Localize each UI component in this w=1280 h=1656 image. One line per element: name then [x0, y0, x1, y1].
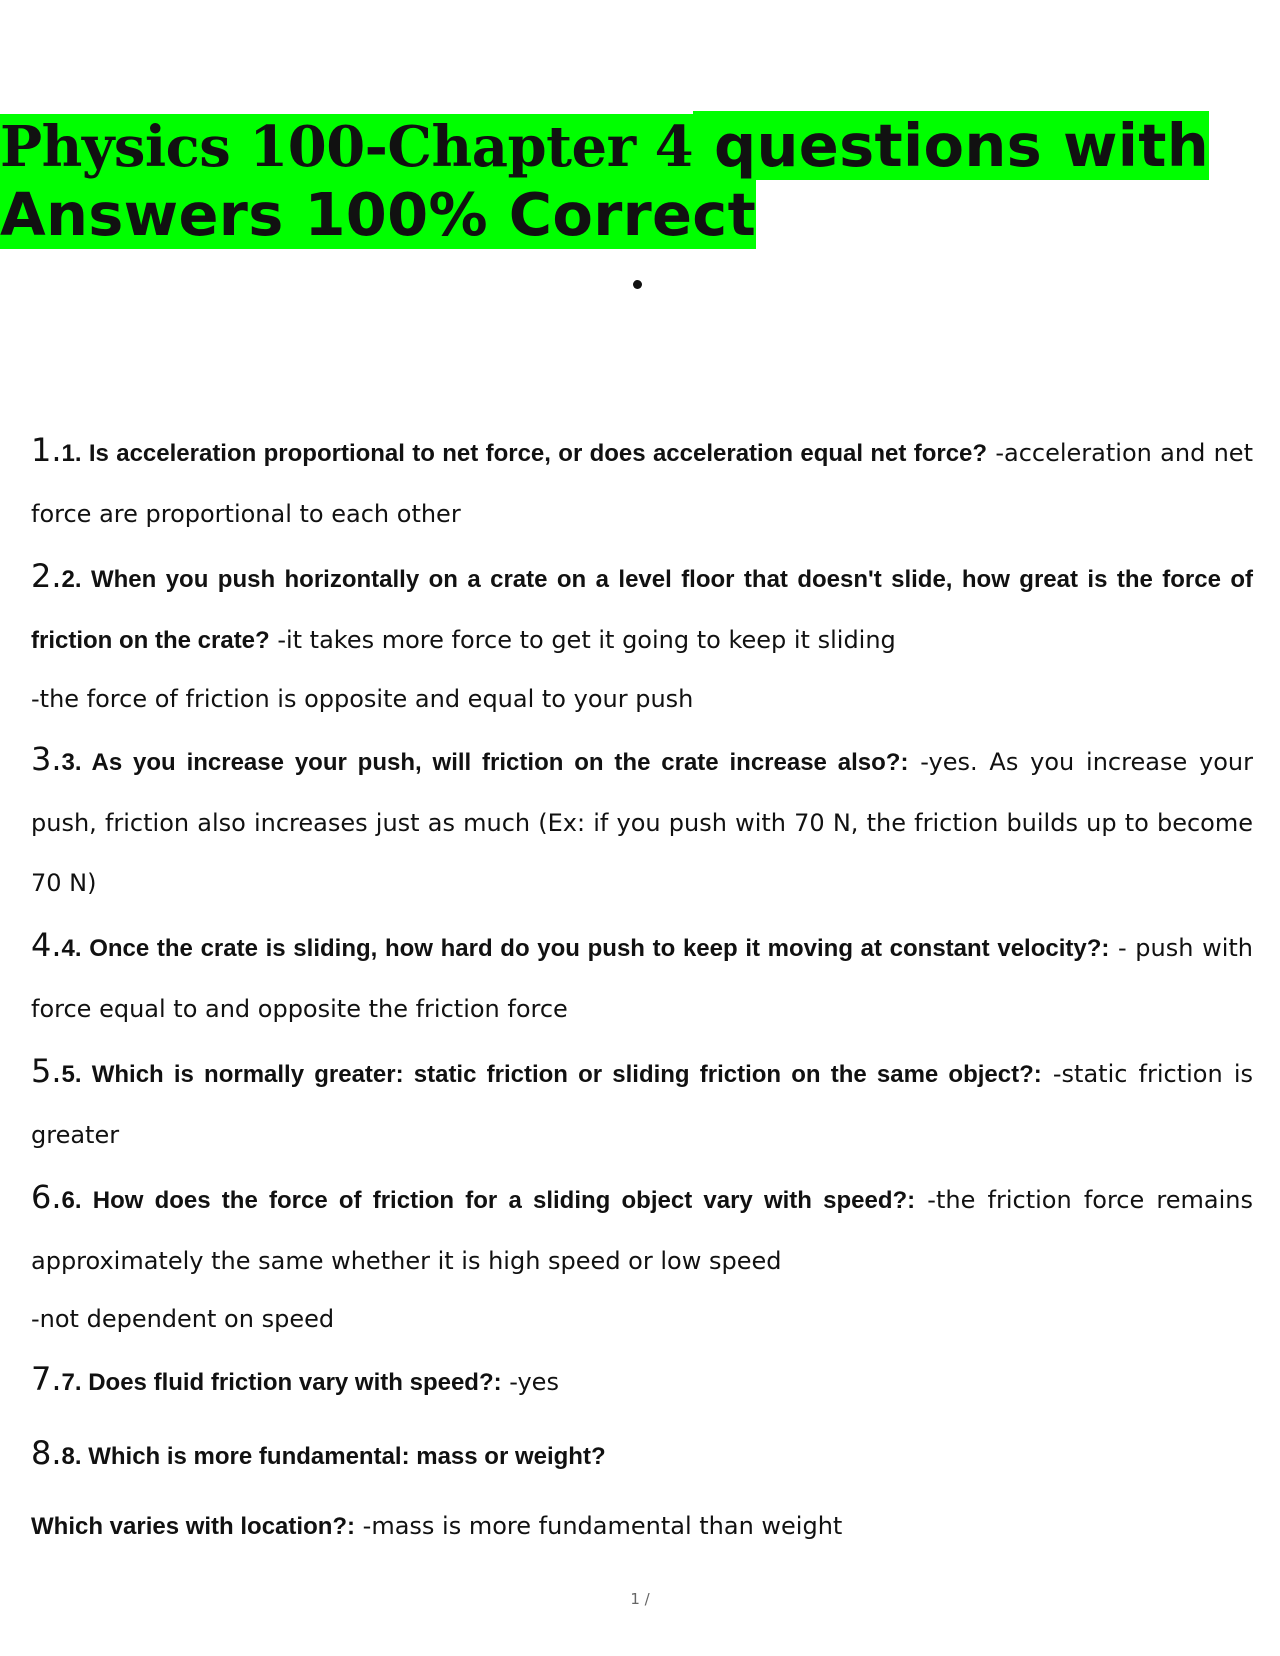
question-text: 4. Once the crate is sliding, how hard do you push to keep it moving at constant velocity?: — [61, 935, 1110, 962]
answer-text: -acceleration and net force are proportional to each other — [31, 439, 1253, 528]
title-topic: questions with — [693, 111, 1210, 180]
answer-text: -it takes more force to get it going to keep it sliding — [269, 626, 896, 654]
answer-text: -mass is more fundamental than weight — [355, 1512, 843, 1540]
item-number: 3. — [31, 740, 62, 778]
bullet-dot — [633, 280, 642, 289]
qa-item-1 — [31, 420, 1253, 544]
qa-item-2 — [31, 546, 1253, 727]
question-text: 2. When you push horizontally on a crate on a level floor that doesn't slide, how great is the force of friction on the crate? — [31, 566, 1253, 654]
question-text-continued: Which varies with location?: — [31, 1513, 356, 1540]
question-second-line — [31, 1495, 1253, 1558]
item-number: 1. — [31, 431, 62, 469]
qa-item-5 — [31, 1041, 1253, 1165]
answer-extra-line: -the force of friction is opposite and equal to your push — [31, 685, 694, 713]
qa-item-6 — [31, 1167, 1253, 1347]
qa-item-3 — [31, 729, 1253, 913]
item-number: 7. — [31, 1360, 62, 1398]
item-number: 6. — [31, 1178, 62, 1216]
question-text: 6. How does the force of friction for a sliding object vary with speed?: — [61, 1187, 916, 1214]
answer-extra-line: -not dependent on speed — [31, 1305, 335, 1333]
qa-list — [31, 420, 1253, 1560]
title-subtitle: Answers 100% Correct — [0, 180, 757, 249]
qa-item-8 — [31, 1423, 1253, 1558]
answer-text: -yes. As you increase your push, friction also increases just as much (Ex: if you push with 70 N, the friction builds up to become 70 N) — [31, 748, 1253, 897]
question-text: 8. Which is more fundamental: mass or weight? — [61, 1443, 606, 1470]
question-text: 5. Which is normally greater: static friction or sliding friction on the same object?: — [61, 1061, 1042, 1088]
item-number: 8. — [31, 1434, 62, 1472]
answer-text: - push with force equal to and opposite the friction force — [31, 934, 1254, 1023]
qa-item-7 — [31, 1349, 1253, 1413]
question-text: 3. As you increase your push, will friction on the crate increase also?: — [61, 749, 909, 776]
answer-text: -static friction is greater — [31, 1060, 1253, 1149]
document-title — [0, 112, 1240, 249]
item-number: 2. — [31, 557, 62, 595]
question-text: 7. Does fluid friction vary with speed?: — [61, 1369, 502, 1396]
question-text: 1. Is acceleration proportional to net force, or does acceleration equal net force? — [61, 440, 988, 467]
qa-item-4 — [31, 915, 1253, 1039]
item-number: 4. — [31, 926, 62, 964]
answer-text: -the friction force remains approximately the same whether it is high speed or low speed — [31, 1186, 1253, 1275]
title-course: Physics 100-Chapter 4 — [0, 114, 694, 180]
item-number: 5. — [31, 1052, 62, 1090]
answer-text: -yes — [501, 1368, 559, 1396]
page-number: 1 / — [630, 1590, 650, 1608]
